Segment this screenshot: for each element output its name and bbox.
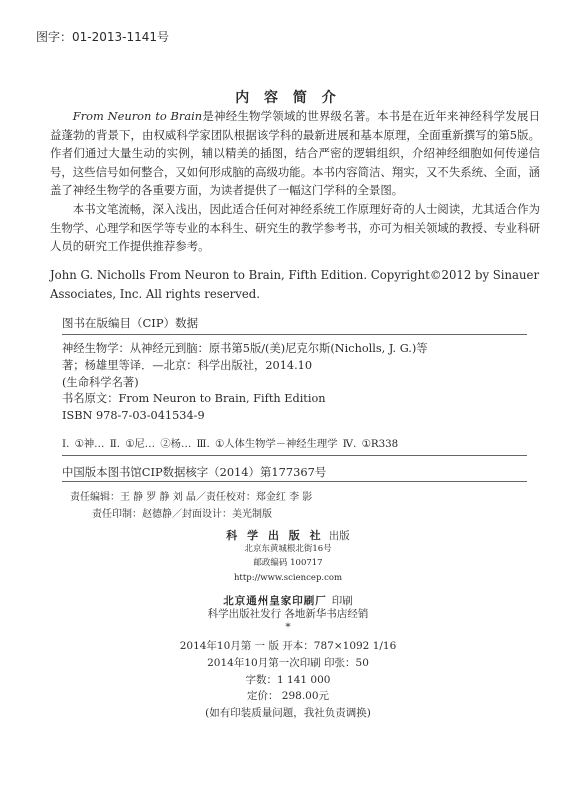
copyright-registration-number: 图字：01-2013-1141号 (36, 30, 170, 44)
cip-line: 书名原文：From Neuron to Brain, Fifth Edition (62, 392, 326, 406)
publisher-line (0, 524, 576, 543)
printer-suffix: 印刷 (331, 595, 353, 607)
printer-name: 北京通州皇家印刷厂 (223, 595, 327, 607)
distribution-line: 科学出版社发行 各地新华书店经销 (207, 608, 369, 620)
cip-bottom-rule (62, 481, 527, 482)
summary-paragraph-1-text: 是神经生物学领域的世界级名著。本书是在近年来神经科学发展日益蓬勃的背景下，由权威科学家团队根据该学科的最新进展和基本原理，全面重新撰写的第5版。作者们通过大量生动的实例，辅以精美的插图，结合严密的逻辑组织，介绍神经细胞如何传递信号，这些信号如何整合，又如何形成脑的高级功能。本书内容简洁、翔实，又不失系统、全面，涵盖了神经生物学的各重要方面，为读者提供了一幅这门学科的全景图。 (50, 109, 540, 198)
printing-info: 2014年10月第一次印刷 印张：50 (207, 657, 369, 669)
cip-heading: 图书在版编目（CIP）数据 (62, 316, 199, 330)
cip-line: 神经生物学：从神经元到脑：原书第5版/(美)尼克尔斯(Nicholls, J. G.)等 (62, 342, 428, 355)
word-count: 字数：1 141 000 (245, 674, 331, 686)
cip-classification: Ⅰ. ①神… Ⅱ. ①尼… ②杨… Ⅲ. ①人体生物学－神经生理学 Ⅳ. ①R338 (62, 438, 399, 450)
book-title-en: From Neuron to Brain (72, 109, 203, 123)
production-credits: 责任印制：赵德静／封面设计：美光制版 (92, 509, 272, 520)
publisher-name: 科 学 出 版 社 (226, 529, 324, 542)
cip-line: (生命科学名著) (62, 375, 139, 389)
publisher-website: http://www.sciencep.com (233, 573, 343, 583)
cip-record-body (62, 341, 527, 425)
summary-paragraph-2: 本书文笔流畅，深入浅出，因此适合任何对神经系统工作原理好奇的人士阅读，尤其适合作为生物学、心理学和医学等专业的本科生、研究生的教学参考书，亦可为相关领域的教授、专业科研人员的研究工作提供推荐参考。 (50, 201, 540, 254)
copyright-line-1: John G. Nicholls From Neuron to Brain, Fifth Edition. Copyright©2012 by Sinauer (50, 268, 540, 282)
cip-data-number: 中国版本图书馆CIP数据核字（2014）第177367号 (62, 465, 327, 479)
editorial-credits: 责任编辑：王 静 罗 静 刘 晶／责任校对：郑金红 李 影 (70, 492, 313, 503)
postal-code: 邮政编码 100717 (253, 558, 323, 568)
edition-info: 2014年10月第 一 版 开本：787×1092 1/16 (179, 640, 397, 652)
publisher-address: 北京东黄城根北街16号 (244, 544, 332, 554)
cip-middle-rule (62, 455, 527, 456)
quality-note: (如有印装质量问题，我社负责调换) (205, 707, 371, 719)
summary-section (50, 107, 540, 256)
cip-line: 著；杨雄里等译．—北京：科学出版社，2014.10 (62, 358, 313, 372)
separator-asterisk: * (285, 621, 291, 633)
copyright-line-2: Associates, Inc. All rights reserved. (50, 287, 260, 301)
summary-title: 内 容 简 介 (235, 90, 341, 106)
summary-paragraph-1 (50, 107, 540, 200)
cip-top-rule (62, 334, 527, 335)
cip-line: ISBN 978-7-03-041534-9 (62, 409, 205, 423)
publisher-suffix: 出版 (328, 530, 350, 542)
copyright-notice (50, 266, 545, 304)
price: 定价： 298.00元 (246, 690, 330, 702)
